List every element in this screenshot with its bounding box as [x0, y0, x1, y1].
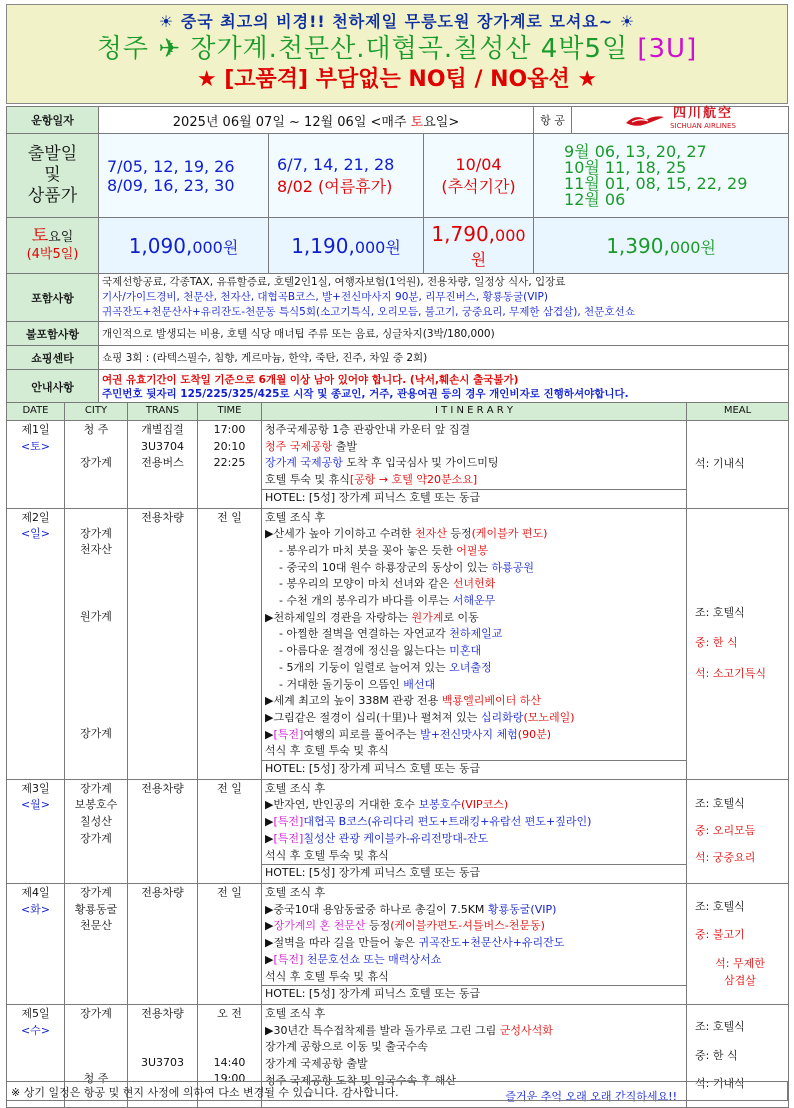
day-5-city: 장가계 청 주: [65, 1004, 128, 1107]
day-4-date: 제4일 <화>: [7, 883, 65, 1004]
col-meal: MEAL: [687, 403, 789, 421]
schedule-text: 2025년 06월 07일 ~ 12월 06일 <매주 토요일>: [99, 107, 534, 134]
day-3-meal: 조: 호텔식 중: 오리모듬 석: 궁중요리: [687, 779, 789, 883]
day-2-date: 제2일 <일>: [7, 508, 65, 779]
exclude-text: 개인적으로 발생되는 비용, 호텔 식당 매너팁 주류 또는 음료, 싱글차지(3박/180,000): [99, 322, 789, 346]
price-day-label: 토요일 (4박5일): [7, 218, 99, 274]
notice-label: 안내사항: [7, 370, 99, 404]
day-2-time: 전 일: [198, 508, 262, 779]
day-4-meal: 조: 호텔식 중: 불고기 석: 무제한 삼겹살: [687, 883, 789, 1004]
day-1-row: [7, 421, 789, 509]
day-1-meal: 석: 기내식: [687, 421, 789, 509]
day-2-row: [7, 508, 789, 779]
col-itinerary: I T I N E R A R Y: [262, 403, 687, 421]
day-4-city: 장가계 황룡동굴 천문산: [65, 883, 128, 1004]
col-city: CITY: [65, 403, 128, 421]
col-date: DATE: [7, 403, 65, 421]
day-2-meal: 조: 호텔식 중: 한 식 석: 소고기특식: [687, 508, 789, 779]
day-4-row: [7, 883, 789, 1004]
departure-dates-1: 7/05, 12, 19, 26 8/09, 16, 23, 30: [99, 134, 269, 218]
day-3-city: 장가계 보봉호수 칠성산 장가계: [65, 779, 128, 883]
day-1-trans: 개별집결 3U3704 전용버스: [128, 421, 198, 509]
departure-label: 출발일 및 상품가: [7, 134, 99, 218]
shopping-label: 쇼핑센타: [7, 346, 99, 370]
col-time: TIME: [198, 403, 262, 421]
itinerary-table: [6, 402, 789, 1108]
day-3-row: [7, 779, 789, 883]
day-5-trans: 전용차량 3U3703: [128, 1004, 198, 1107]
day-3-itinerary: 호텔 조식 후 ▶반자연, 반인공의 거대한 호수 보봉호수(VIP코스) ▶[특전]대협곡 B코스(유리다리 편도+트래킹+유람선 편도+짚라인) ▶[특전]칠성산 관광 케이블카-유리전망대-잔도 석식 후 호텔 투숙 및 휴식 HOTEL: [5성] 장가계 피닉스 호텔 또는 동급: [262, 779, 687, 883]
departure-dates-4: 9월 06, 13, 20, 27 10월 11, 18, 25 11월 01, 08, 15, 22, 29 12월 06: [534, 134, 789, 218]
day-5-meal: 조: 호텔식 중: 한 식 석: 기내식: [687, 1004, 789, 1107]
banner-line-2: 청주 ✈ 장가계.천문산.대협곡.칠성산 4박5일 [3U]: [96, 34, 698, 64]
day-4-trans: 전용차량: [128, 883, 198, 1004]
departure-dates-3: 10/04 (추석기간): [424, 134, 534, 218]
col-trans: TRANS: [128, 403, 198, 421]
product-info-table: [6, 106, 789, 404]
day-2-city: 장가계 천자산 원가계 장가계: [65, 508, 128, 779]
price-2: 1,190,000원: [269, 218, 424, 274]
airline-code: [3U]: [637, 34, 698, 64]
price-3: 1,790,000원: [424, 218, 534, 274]
day-2-trans: 전용차량: [128, 508, 198, 779]
airline-label: 항 공: [534, 107, 572, 134]
airline-logo: 四川航空 SICHUAN AIRLINES: [572, 107, 789, 134]
day-1-date: 제1일 <토>: [7, 421, 65, 509]
sichuan-airlines-logo-icon: [624, 111, 666, 129]
banner-line-3: ★ [고품격] 부담없는 NO팁 / NO옵션 ★: [196, 67, 598, 92]
schedule-label: 운항일자: [7, 107, 99, 134]
day-3-time: 전 일: [198, 779, 262, 883]
day-2-itinerary: 호텔 조식 후 ▶산세가 높아 기이하고 수려한 천자산 등정(케이블카 편도) - 봉우리가 마치 붓을 꽂아 놓은 듯한 어필봉 - 중국의 10대 원수 하룡장군의 동상이 있는 하룡공원 - 봉우리의 모양이 마치 선녀와 같은 선녀헌화 - 수천 개의 봉우리가 바다를 이루는 서해운무 ▶천하제일의 경관을 자랑하는 원가계로 이동 - 아찔한 절벽을 연결하는 자연교각 천하제일교 - 아름다운 절경에 정신을 잃는다는 미혼대 - 5개의 기둥이 일렬로 늘어져 있는 오녀출정 - 거대한 돌기둥이 으뜸인 배선대 ▶세계 최고의 높이 338M 관광 전용 백룡엘리베이터 하산 ▶그림같은 절경이 십리(十里)나 펼쳐져 있는 십리화랑(모노레일) ▶[특전]여행의 피로를 풀어주는 발+전신맛사지 체험(90분) 석식 후 호텔 투숙 및 휴식 HOTEL: [5성] 장가계 피닉스 호텔 또는 동급: [262, 508, 687, 779]
day-3-trans: 전용차량: [128, 779, 198, 883]
day-4-time: 전 일: [198, 883, 262, 1004]
day-5-itinerary: 호텔 조식 후 ▶30년간 특수접착제를 발라 돌가루로 그린 그림 군성사석화 장가계 공항으로 이동 및 출국수속 장가계 국제공항 출발 청주 국제공항 도착 및 입국수속 후 해산 즐거운 추억 오래 오래 간직하세요!!: [262, 1004, 687, 1107]
day-1-city: 청 주 장가계: [65, 421, 128, 509]
departure-dates-2: 6/7, 14, 21, 28 8/02 (여름휴가): [269, 134, 424, 218]
price-4: 1,390,000원: [534, 218, 789, 274]
day-3-date: 제3일 <월>: [7, 779, 65, 883]
banner-line-1: ☀ 중국 최고의 비경!! 천하제일 무릉도원 장가계로 모셔요~ ☀: [158, 12, 636, 31]
day-1-time: 17:00 20:10 22:25: [198, 421, 262, 509]
day-5-date: 제5일 <수>: [7, 1004, 65, 1107]
notice-text: 여권 유효기간이 도착일 기준으로 6개월 이상 남아 있어야 합니다. (낙서,훼손시 출국불가) 주민번호 뒷자리 125/225/325/425로 시작 및 종교인, 거주, 관용여권 등의 경우 개인비자로 진행하셔야합니다.: [99, 370, 789, 404]
exclude-label: 불포함사항: [7, 322, 99, 346]
include-text: 국제선항공료, 각종TAX, 유류할증료, 호텔2인1실, 여행자보험(1억원), 전용차량, 일정상 식사, 입장료 기사/가이드경비, 천문산, 천자산, 대협곡B코스, 발+전신마사지 90분, 리무진버스, 황룡동굴(VIP) 귀곡잔도+천문산사+유리잔도-천문동 특식5회(소고기특식, 오리모듬, 불고기, 궁중요리, 무제한 삼겹살), 천문호선쇼: [99, 274, 789, 322]
day-1-itinerary: 청주국제공항 1층 관광안내 카운터 앞 집결 청주 국제공항 출발 장가계 국제공항 도착 후 입국심사 및 가이드미팅 호텔 투숙 및 휴식[공항 → 호텔 약20분소요] HOTEL: [5성] 장가계 피닉스 호텔 또는 동급: [262, 421, 687, 509]
day-4-itinerary: 호텔 조식 후 ▶중국10대 용암동굴중 하나로 총길이 7.5KM 황룡동굴(VIP) ▶장가계의 혼 천문산 등정(케이블카편도-셔틀버스-천문동) ▶절벽을 따라 길을 만들어 놓은 귀곡잔도+천문산사+유리잔도 ▶[특전] 천문호선쇼 또는 매력상서쇼 석식 후 호텔 투숙 및 휴식 HOTEL: [5성] 장가계 피닉스 호텔 또는 동급: [262, 883, 687, 1004]
footer-note: ※ 상기 일정은 항공 및 현지 사정에 의하여 다소 변경될 수 있습니다. 감사합니다.: [6, 1081, 788, 1101]
title-banner: [6, 4, 788, 104]
day-5-time: 오 전 14:40 19:00: [198, 1004, 262, 1107]
shopping-text: 쇼핑 3회 : (라텍스필수, 침향, 게르마늄, 한약, 죽탄, 진주, 차잎 중 2회): [99, 346, 789, 370]
price-1: 1,090,000원: [99, 218, 269, 274]
include-label: 포함사항: [7, 274, 99, 322]
